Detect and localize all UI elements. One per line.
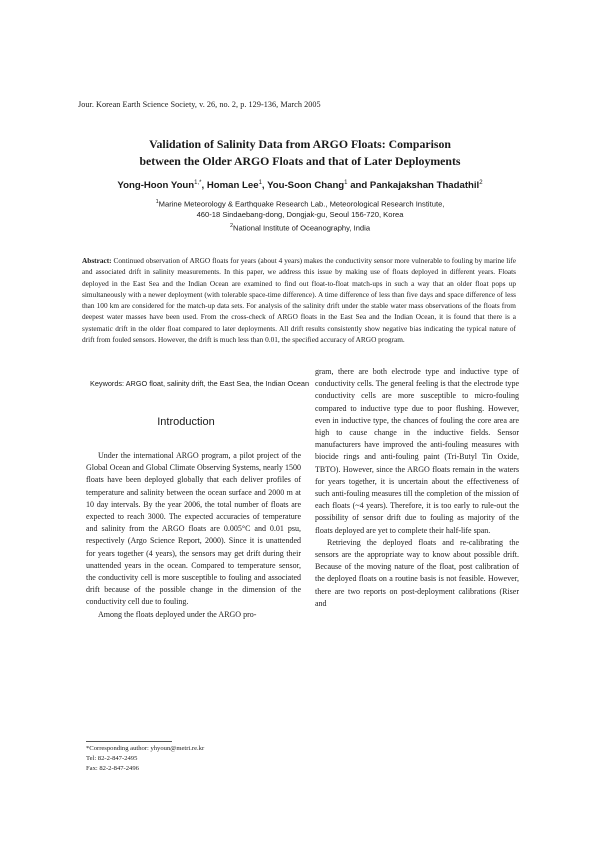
author-1-mark: 1,* (194, 180, 202, 186)
footnotes (86, 744, 204, 774)
abstract-label: Abstract: (82, 256, 112, 265)
keywords: Keywords: ARGO float, salinity drift, the East Sea, the Indian Ocean (90, 379, 310, 388)
affiliation-1 (70, 197, 530, 210)
intro-paragraph-1: Under the international ARGO program, a pilot project of the Global Ocean and Global Climate Observing Systems, nearly 1500 floats have been deployed globally that each deliver profiles of temperature and salinity between the ocean surface and 2000 m at 10 day intervals. By the year 2006, the total number of floats are expected to reach 3000. The expected accuracies of temperature and salinity from the ARGO floats are 0.005°C and 0.01 psu, respectively (Argo Science Report, 2000). Since it is unattended for years together (4 years), the sensors may get drift during their unattended years in the ocean. Compared to temperature sensor, the conductivity cell is more susceptible to fouling and associated drift because of the possible change in the dimension of the conductivity cell due to fouling. (86, 451, 301, 607)
author-1: Yong-Hoon Youn (117, 180, 195, 192)
paper-title (70, 136, 530, 170)
affiliation-2-line: National Institute of Oceanography, India (233, 223, 371, 233)
journal-citation: Jour. Korean Earth Science Society, v. 26, no. 2, p. 129-136, March 2005 (78, 100, 321, 109)
affiliation-2 (70, 221, 530, 234)
footnote-corresponding-author: *Corresponding author: yhyoun@metri.re.kr (86, 745, 205, 752)
intro-paragraph-4: Retrieving the deployed floats and re-calibrating the sensors are the appropriate way to know about possible drift. Because of the moving nature of the float, post calibration of the deployed floats on a routine basis is not feasible. However, there are two reports on post-deployment calibrations (Riser and (315, 537, 519, 608)
abstract (82, 255, 516, 345)
author-3-mark: 1 (344, 180, 348, 186)
author-4-mark: 2 (479, 180, 483, 186)
affiliation-1-line-1: Marine Meteorology & Earthquake Research Lab., Meteorological Research Institute, (158, 199, 445, 209)
left-column (86, 450, 301, 621)
affiliation-2-mark: 2 (229, 222, 233, 229)
footnote-fax: Fax: 82-2-847-2496 (86, 765, 139, 772)
author-list: Yong-Hoon Youn$^{1,*}$, Homan Lee$^1$, You-Soon Chang$^1$ and Pankajakshan Thadathil$^2$ (117, 180, 483, 192)
author-2: Homan Lee (206, 180, 259, 192)
footnote-telephone: Tel: 82-2-847-2495 (86, 755, 138, 762)
affiliations (70, 197, 530, 234)
author-2-mark: 1 (258, 180, 262, 186)
abstract-text: Continued observation of ARGO floats for years (about 4 years) makes the conductivity sensor more vulnerable to fouling by marine life and associated drift in salinity measurements. In this paper, we address this issue by making use of floats deployed in different years. Floats deployed in the East Sea and the Indian Ocean are examined to find out float-to-float match-ups in such a way that an older float pops up simultaneously with a newer deployment (with tolerable space-time difference). A time difference of less than five days and space difference of less than 100 km are considered for the match-up data sets. For analysis of the salinity drift under the stable water mass observations of the floats from deepest water masses have been used. From the cross-check of ARGO floats in the East Sea and the Indian Ocean, it is found that there is a systematic drift in the older float compared to later deployments. All drift results consistently show negative bias indicating the typical nature of drift from fouled sensors. However, the drift is much less than 0.01, the specified accuracy of ARGO program. (82, 256, 516, 344)
right-column (315, 366, 519, 610)
title-line-2: between the Older ARGO Floats and that of Later Deployments (139, 154, 461, 168)
affiliation-1-address: 460-18 Sindaebang-dong, Dongjak-gu, Seoul 156-720, Korea (196, 210, 404, 220)
intro-paragraph-3: gram, there are both electrode type and inductive type of conductivity cells. The general feeling is that the electrode type conductivity cells are more susceptible to micro-fouling compared to inductive type due to poor flushing. However, even in inductive type, the chances of fouling the core area are high to cause change in the inductive fields. Sensor manufacturers have improved the anti-fouling measures with biocide rings and anti-fouling paint (Tri-Butyl Tin Oxide, TBTO). However, since the ARGO floats remain in the waters for years together, it is uncertain about the effectiveness of such anti-fouling measures till the completion of the mission of each floats (~4 years). Therefore, it is too early to rule-out the possibility of sensor drift due to fouling as majority of the floats deployed are yet to complete their half-life span. (315, 367, 519, 535)
section-heading-introduction: Introduction (157, 416, 215, 428)
title-line-1: Validation of Salinity Data from ARGO Floats: Comparison (149, 137, 451, 151)
intro-paragraph-2: Among the floats deployed under the ARGO pro- (98, 609, 257, 619)
author-3: You-Soon Chang (267, 180, 345, 192)
author-conjunction: and (350, 180, 368, 192)
affiliation-1-mark: 1 (155, 199, 159, 205)
footnote-divider (86, 741, 172, 742)
author-4: Pankajakshan Thadathil (369, 180, 480, 192)
